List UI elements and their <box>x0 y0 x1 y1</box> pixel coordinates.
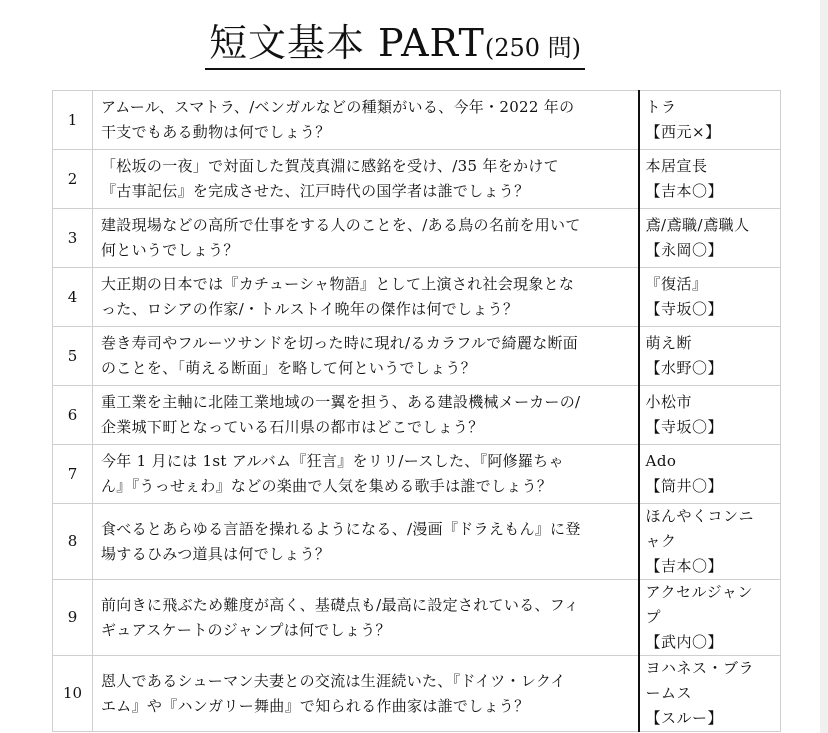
answer-line: プ <box>645 608 662 626</box>
answer-cell <box>639 656 781 732</box>
answer-line: トラ <box>645 98 677 116</box>
question-line: 巻き寿司やフルーツサンドを切った時に現れ/るカラフルで綺麗な断面 <box>101 334 579 352</box>
question-line: 大正期の日本では『カチューシャ物語』として上演され社会現象とな <box>101 275 575 293</box>
question-line: 『古事記伝』を完成させた、江戸時代の国学者は誰でしょう？ <box>101 182 530 200</box>
table-row <box>53 209 781 268</box>
answer-cell <box>639 268 781 327</box>
answer-line: 【吉本〇】 <box>645 182 724 200</box>
answer-cell <box>639 386 781 445</box>
answer-line: 【筒井〇】 <box>645 477 724 495</box>
answer-cell <box>639 91 781 150</box>
answer-line: 【寺坂〇】 <box>645 300 724 318</box>
answer-line: 萌え断 <box>645 334 693 352</box>
answer-line: 【水野〇】 <box>645 359 724 377</box>
answer-cell <box>639 580 781 656</box>
table-row <box>53 386 781 445</box>
answer-line: ャク <box>645 532 677 550</box>
question-number: 3 <box>53 209 93 268</box>
question-text <box>93 504 639 580</box>
answer-line: ほんやくコンニ <box>645 507 755 525</box>
answer-line: 小松市 <box>645 393 693 411</box>
table-row <box>53 445 781 504</box>
question-number: 8 <box>53 504 93 580</box>
answer-cell <box>639 327 781 386</box>
question-line: 食べるとあらゆる言語を操れるようになる、/漫画『ドラえもん』に登 <box>101 519 581 538</box>
table-row <box>53 268 781 327</box>
question-line: 建設現場などの高所で仕事をする人のことを、/ある鳥の名前を用いて <box>101 216 581 234</box>
question-line: 今年 1 月には 1st アルバム『狂言』をリリ/ースした、『阿修羅ちゃ <box>101 452 564 470</box>
answer-cell <box>639 445 781 504</box>
answer-line: ームス <box>645 684 693 702</box>
question-line: のことを、「萌える断面」を略して何というでしょう？ <box>101 359 477 377</box>
question-line: エム』や『ハンガリー舞曲』で知られる作曲家は誰でしょう？ <box>101 696 530 715</box>
question-line: ギュアスケートのジャンプは何でしょう？ <box>101 620 391 639</box>
question-line: 企業城下町となっている石川県の都市はどこでしょう？ <box>101 418 484 436</box>
question-line: 恩人であるシューマン夫妻との交流は生涯続いた、『ドイツ・レクイ <box>101 671 566 690</box>
question-text <box>93 445 639 504</box>
question-line: 重工業を主軸に北陸工業地域の一翼を担う、ある建設機械メーカーの/ <box>101 393 581 411</box>
question-text <box>93 91 639 150</box>
question-line: 場するひみつ道具は何でしょう？ <box>101 544 331 563</box>
quiz-table-body <box>53 91 781 732</box>
answer-cell <box>639 209 781 268</box>
question-number: 10 <box>53 656 93 732</box>
table-row <box>53 91 781 150</box>
table-row <box>53 580 781 656</box>
question-number: 2 <box>53 150 93 209</box>
question-line: 干支でもある動物は何でしょう？ <box>101 123 331 141</box>
quiz-table <box>52 90 781 732</box>
page-edge <box>820 0 828 733</box>
answer-line: 【西元×】 <box>645 123 721 141</box>
answer-line: 本居宣長 <box>645 157 708 175</box>
question-number: 5 <box>53 327 93 386</box>
answer-cell <box>639 150 781 209</box>
answer-line: 【スルー】 <box>645 709 724 727</box>
answer-line: Ado <box>645 452 677 470</box>
answer-line: 【永岡〇】 <box>645 241 724 259</box>
question-number: 6 <box>53 386 93 445</box>
answer-line: 【寺坂〇】 <box>645 418 724 436</box>
question-text <box>93 580 639 656</box>
title-sub: (250 問) <box>484 34 582 62</box>
question-line: アムール、スマトラ、/ベンガルなどの種類がいる、今年・2022 年の <box>101 98 575 116</box>
answer-line: 【武内〇】 <box>645 633 724 651</box>
question-line: 「松坂の一夜」で対面した賀茂真淵に感銘を受け、/35 年をかけて <box>101 157 559 175</box>
question-text <box>93 386 639 445</box>
question-text <box>93 327 639 386</box>
question-number: 1 <box>53 91 93 150</box>
question-line: 前向きに飛ぶため難度が高く、基礎点も/最高に設定されている、フィ <box>101 595 580 614</box>
table-row <box>53 150 781 209</box>
table-row <box>53 504 781 580</box>
question-line: ん』『うっせぇわ』などの楽曲で人気を集める歌手は誰でしょう？ <box>101 477 553 495</box>
question-text <box>93 656 639 732</box>
answer-cell <box>639 504 781 580</box>
question-number: 4 <box>53 268 93 327</box>
question-line: った、ロシアの作家/・トルストイ晩年の傑作は何でしょう？ <box>101 300 519 318</box>
answer-line: ヨハネス・ブラ <box>645 659 755 677</box>
question-line: 何というでしょう？ <box>101 241 239 259</box>
question-number: 9 <box>53 580 93 656</box>
question-text <box>93 268 639 327</box>
question-number: 7 <box>53 445 93 504</box>
answer-line: アクセルジャン <box>645 583 753 601</box>
title-main: 短文基本 PART <box>208 21 485 65</box>
table-row <box>53 656 781 732</box>
title-text <box>205 21 585 70</box>
question-text <box>93 150 639 209</box>
question-text <box>93 209 639 268</box>
answer-line: 『復活』 <box>645 275 708 293</box>
table-row <box>53 327 781 386</box>
answer-line: 鳶/鳶職/鳶職人 <box>645 216 750 234</box>
answer-line: 【吉本〇】 <box>645 557 724 575</box>
page-title <box>0 21 790 70</box>
